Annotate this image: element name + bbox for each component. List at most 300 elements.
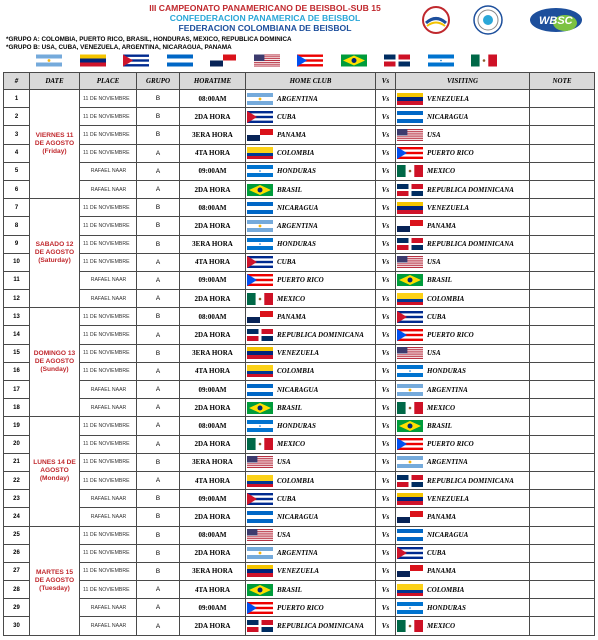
visiting-club-name: MEXICO bbox=[427, 403, 456, 412]
game-place: 11 DE NOVIEMBRE bbox=[80, 90, 137, 108]
visiting-club bbox=[396, 90, 530, 108]
versus-label: Vs bbox=[376, 199, 396, 217]
home-club bbox=[246, 399, 376, 417]
versus-label: Vs bbox=[376, 508, 396, 526]
home-club bbox=[246, 490, 376, 508]
home-club-name: COLOMBIA bbox=[277, 367, 315, 376]
game-note bbox=[530, 617, 595, 635]
game-number: 25 bbox=[4, 526, 30, 544]
flag-puerto-rico-icon bbox=[247, 602, 273, 614]
visiting-club bbox=[396, 471, 530, 489]
game-group: B bbox=[137, 235, 180, 253]
table-row bbox=[4, 180, 595, 198]
visiting-club bbox=[396, 362, 530, 380]
versus-label: Vs bbox=[376, 544, 396, 562]
home-club bbox=[246, 290, 376, 308]
game-group: A bbox=[137, 617, 180, 635]
versus-label: Vs bbox=[376, 344, 396, 362]
game-note bbox=[530, 217, 595, 235]
flag-puerto-rico-icon bbox=[247, 274, 273, 286]
col-home-club: HOME CLUB bbox=[246, 73, 376, 90]
home-club-name: PUERTO RICO bbox=[277, 603, 324, 612]
game-note bbox=[530, 362, 595, 380]
visiting-club-name: CUBA bbox=[427, 549, 447, 558]
game-note bbox=[530, 108, 595, 126]
flag-venezuela-icon bbox=[397, 93, 423, 105]
visiting-club bbox=[396, 381, 530, 399]
visiting-club-name: REPUBLICA DOMINICANA bbox=[427, 185, 514, 194]
table-row bbox=[4, 108, 595, 126]
game-group: A bbox=[137, 253, 180, 271]
versus-label: Vs bbox=[376, 271, 396, 289]
table-row bbox=[4, 544, 595, 562]
game-number: 23 bbox=[4, 490, 30, 508]
flag-argentina-icon bbox=[36, 53, 62, 68]
versus-label: Vs bbox=[376, 381, 396, 399]
table-row bbox=[4, 617, 595, 635]
flag-colombia-icon bbox=[247, 475, 273, 487]
flag-argentina-icon bbox=[247, 220, 273, 232]
home-club bbox=[246, 144, 376, 162]
table-row bbox=[4, 362, 595, 380]
game-number: 26 bbox=[4, 544, 30, 562]
game-place: 11 DE NOVIEMBRE bbox=[80, 326, 137, 344]
home-club-name: ARGENTINA bbox=[277, 221, 318, 230]
flag-brasil-icon bbox=[247, 184, 273, 196]
table-row bbox=[4, 417, 595, 435]
game-place: RAFAEL NAAR bbox=[80, 180, 137, 198]
game-number: 3 bbox=[4, 126, 30, 144]
col-visiting: VISITING bbox=[396, 73, 530, 90]
game-date: SABADO 12 DE AGOSTO (Saturday) bbox=[30, 199, 80, 308]
federation-title: FEDERACION COLOMBIANA DE BEISBOL bbox=[178, 23, 352, 33]
flag-venezuela-icon bbox=[397, 202, 423, 214]
flag-usa-icon bbox=[247, 529, 273, 541]
visiting-club-name: USA bbox=[427, 349, 441, 358]
visiting-club bbox=[396, 344, 530, 362]
flag-venezuela-icon bbox=[247, 565, 273, 577]
game-note bbox=[530, 253, 595, 271]
game-time: 3ERA HORA bbox=[180, 344, 246, 362]
visiting-club-name: REPUBLICA DOMINICANA bbox=[427, 240, 514, 249]
col-place: PLACE bbox=[80, 73, 137, 90]
flag-mexico-icon bbox=[397, 165, 423, 177]
home-club bbox=[246, 599, 376, 617]
home-club bbox=[246, 417, 376, 435]
game-time: 2DA HORA bbox=[180, 508, 246, 526]
game-place: RAFAEL NAAR bbox=[80, 381, 137, 399]
game-number: 13 bbox=[4, 308, 30, 326]
visiting-club bbox=[396, 126, 530, 144]
game-place: RAFAEL NAAR bbox=[80, 490, 137, 508]
home-club bbox=[246, 253, 376, 271]
game-note bbox=[530, 90, 595, 108]
visiting-club bbox=[396, 235, 530, 253]
game-time: 2DA HORA bbox=[180, 180, 246, 198]
home-club-name: PANAMA bbox=[277, 312, 307, 321]
versus-label: Vs bbox=[376, 617, 396, 635]
flag-panama-icon bbox=[397, 511, 423, 523]
game-group: A bbox=[137, 271, 180, 289]
flag-puerto-rico-icon bbox=[397, 438, 423, 450]
game-place: 11 DE NOVIEMBRE bbox=[80, 526, 137, 544]
visiting-club-name: USA bbox=[427, 258, 441, 267]
visiting-club-name: BRASIL bbox=[427, 421, 452, 430]
versus-label: Vs bbox=[376, 562, 396, 580]
game-number: 21 bbox=[4, 453, 30, 471]
table-row bbox=[4, 435, 595, 453]
visiting-club-name: VENEZUELA bbox=[427, 203, 470, 212]
game-group: A bbox=[137, 162, 180, 180]
flag-nicaragua-icon bbox=[247, 202, 273, 214]
home-club-name: HONDURAS bbox=[277, 421, 316, 430]
game-place: 11 DE NOVIEMBRE bbox=[80, 253, 137, 271]
visiting-club-name: BRASIL bbox=[427, 276, 452, 285]
game-time: 09:00AM bbox=[180, 162, 246, 180]
versus-label: Vs bbox=[376, 453, 396, 471]
home-club-name: MEXICO bbox=[277, 294, 306, 303]
game-group: A bbox=[137, 399, 180, 417]
visiting-club-name: USA bbox=[427, 130, 441, 139]
wbsc-logo bbox=[528, 6, 584, 34]
flag-honduras-icon bbox=[247, 238, 273, 250]
game-place: 11 DE NOVIEMBRE bbox=[80, 144, 137, 162]
game-group: A bbox=[137, 144, 180, 162]
versus-label: Vs bbox=[376, 326, 396, 344]
home-club bbox=[246, 471, 376, 489]
home-club-name: COLOMBIA bbox=[277, 149, 315, 158]
visiting-club bbox=[396, 290, 530, 308]
table-row bbox=[4, 162, 595, 180]
flag-panama-icon bbox=[397, 220, 423, 232]
home-club-name: ARGENTINA bbox=[277, 94, 318, 103]
table-row bbox=[4, 453, 595, 471]
table-row bbox=[4, 581, 595, 599]
game-group: A bbox=[137, 180, 180, 198]
game-note bbox=[530, 344, 595, 362]
flag-dominicana-icon bbox=[397, 184, 423, 196]
col-vs: Vs bbox=[376, 73, 396, 90]
visiting-club bbox=[396, 526, 530, 544]
flag-nicaragua-icon bbox=[397, 111, 423, 123]
visiting-club bbox=[396, 417, 530, 435]
game-note bbox=[530, 471, 595, 489]
game-number: 18 bbox=[4, 399, 30, 417]
flag-cuba-icon bbox=[247, 111, 273, 123]
flag-nicaragua-icon bbox=[397, 529, 423, 541]
visiting-club bbox=[396, 453, 530, 471]
game-place: 11 DE NOVIEMBRE bbox=[80, 435, 137, 453]
game-number: 24 bbox=[4, 508, 30, 526]
home-club bbox=[246, 617, 376, 635]
visiting-club bbox=[396, 399, 530, 417]
game-note bbox=[530, 435, 595, 453]
game-number: 20 bbox=[4, 435, 30, 453]
game-note bbox=[530, 508, 595, 526]
visiting-club-name: MEXICO bbox=[427, 622, 456, 631]
flag-mexico-icon bbox=[471, 53, 497, 68]
game-time: 08:00AM bbox=[180, 526, 246, 544]
game-number: 7 bbox=[4, 199, 30, 217]
table-row bbox=[4, 253, 595, 271]
game-note bbox=[530, 381, 595, 399]
flag-panama-icon bbox=[397, 565, 423, 577]
game-place: 11 DE NOVIEMBRE bbox=[80, 344, 137, 362]
game-group: A bbox=[137, 599, 180, 617]
versus-label: Vs bbox=[376, 308, 396, 326]
flag-brasil-icon bbox=[247, 402, 273, 414]
flag-honduras-icon bbox=[397, 365, 423, 377]
visiting-club bbox=[396, 562, 530, 580]
game-number: 16 bbox=[4, 362, 30, 380]
visiting-club-name: COLOMBIA bbox=[427, 585, 465, 594]
table-row bbox=[4, 144, 595, 162]
game-time: 2DA HORA bbox=[180, 435, 246, 453]
game-number: 19 bbox=[4, 417, 30, 435]
flag-brasil-icon bbox=[397, 420, 423, 432]
home-club-name: COLOMBIA bbox=[277, 476, 315, 485]
schedule-header bbox=[0, 0, 598, 72]
home-club bbox=[246, 108, 376, 126]
group-a-list: *GRUPO A: COLOMBIA, PUERTO RICO, BRASIL, HONDURAS, MEXICO, REPUBLICA DOMINICA bbox=[6, 36, 292, 43]
game-group: B bbox=[137, 526, 180, 544]
flag-puerto-rico-icon bbox=[397, 147, 423, 159]
table-row bbox=[4, 381, 595, 399]
visiting-club-name: REPUBLICA DOMINICANA bbox=[427, 476, 514, 485]
game-time: 09:00AM bbox=[180, 271, 246, 289]
game-note bbox=[530, 290, 595, 308]
home-club bbox=[246, 435, 376, 453]
flag-argentina-icon bbox=[247, 547, 273, 559]
versus-label: Vs bbox=[376, 162, 396, 180]
game-note bbox=[530, 526, 595, 544]
game-place: 11 DE NOVIEMBRE bbox=[80, 235, 137, 253]
visiting-club-name: PANAMA bbox=[427, 567, 457, 576]
visiting-club bbox=[396, 271, 530, 289]
versus-label: Vs bbox=[376, 526, 396, 544]
visiting-club bbox=[396, 435, 530, 453]
game-place: 11 DE NOVIEMBRE bbox=[80, 199, 137, 217]
game-place: RAFAEL NAAR bbox=[80, 271, 137, 289]
game-place: 11 DE NOVIEMBRE bbox=[80, 362, 137, 380]
home-club-name: VENEZUELA bbox=[277, 349, 320, 358]
versus-label: Vs bbox=[376, 490, 396, 508]
flag-usa-icon bbox=[397, 129, 423, 141]
table-row bbox=[4, 326, 595, 344]
visiting-club-name: VENEZUELA bbox=[427, 94, 470, 103]
flag-brasil-icon bbox=[397, 274, 423, 286]
game-time: 2DA HORA bbox=[180, 544, 246, 562]
versus-label: Vs bbox=[376, 435, 396, 453]
flag-venezuela-icon bbox=[247, 347, 273, 359]
visiting-club-name: NICARAGUA bbox=[427, 531, 469, 540]
game-number: 11 bbox=[4, 271, 30, 289]
game-group: A bbox=[137, 326, 180, 344]
col-number: # bbox=[4, 73, 30, 90]
home-club bbox=[246, 180, 376, 198]
flag-colombia-icon bbox=[247, 147, 273, 159]
col-note: NOTE bbox=[530, 73, 595, 90]
game-number: 27 bbox=[4, 562, 30, 580]
versus-label: Vs bbox=[376, 417, 396, 435]
game-group: B bbox=[137, 453, 180, 471]
visiting-club bbox=[396, 162, 530, 180]
game-number: 22 bbox=[4, 471, 30, 489]
game-group: B bbox=[137, 108, 180, 126]
flag-usa-icon bbox=[254, 53, 280, 68]
game-time: 08:00AM bbox=[180, 90, 246, 108]
home-club bbox=[246, 235, 376, 253]
flag-cuba-icon bbox=[247, 493, 273, 505]
flag-panama-icon bbox=[247, 311, 273, 323]
versus-label: Vs bbox=[376, 108, 396, 126]
home-club-name: PUERTO RICO bbox=[277, 276, 324, 285]
home-club bbox=[246, 381, 376, 399]
game-place: 11 DE NOVIEMBRE bbox=[80, 308, 137, 326]
versus-label: Vs bbox=[376, 399, 396, 417]
versus-label: Vs bbox=[376, 180, 396, 198]
table-row bbox=[4, 490, 595, 508]
game-time: 08:00AM bbox=[180, 308, 246, 326]
visiting-club-name: PANAMA bbox=[427, 512, 457, 521]
game-number: 29 bbox=[4, 599, 30, 617]
visiting-club bbox=[396, 581, 530, 599]
flag-mexico-icon bbox=[397, 402, 423, 414]
game-number: 14 bbox=[4, 326, 30, 344]
game-note bbox=[530, 562, 595, 580]
flag-honduras-icon bbox=[397, 602, 423, 614]
home-club-name: REPUBLICA DOMINICANA bbox=[277, 331, 364, 340]
home-club-name: ARGENTINA bbox=[277, 549, 318, 558]
game-number: 10 bbox=[4, 253, 30, 271]
game-group: B bbox=[137, 126, 180, 144]
home-club-name: USA bbox=[277, 458, 291, 467]
versus-label: Vs bbox=[376, 581, 396, 599]
game-time: 4TA HORA bbox=[180, 253, 246, 271]
game-number: 9 bbox=[4, 235, 30, 253]
game-note bbox=[530, 544, 595, 562]
game-number: 6 bbox=[4, 180, 30, 198]
flag-venezuela-icon bbox=[80, 53, 106, 68]
visiting-club bbox=[396, 508, 530, 526]
home-club bbox=[246, 362, 376, 380]
game-number: 5 bbox=[4, 162, 30, 180]
tournament-title: III CAMPEONATO PANAMERICANO DE BEISBOL-SUB 15 bbox=[149, 3, 381, 13]
table-row bbox=[4, 90, 595, 108]
game-date: DOMINGO 13 DE AGOSTO (Sunday) bbox=[30, 308, 80, 417]
home-club bbox=[246, 581, 376, 599]
game-place: RAFAEL NAAR bbox=[80, 508, 137, 526]
flag-brasil-icon bbox=[341, 53, 367, 68]
flag-venezuela-icon bbox=[397, 493, 423, 505]
game-group: A bbox=[137, 471, 180, 489]
visiting-club-name: COLOMBIA bbox=[427, 294, 465, 303]
visiting-club-name: HONDURAS bbox=[427, 367, 466, 376]
versus-label: Vs bbox=[376, 362, 396, 380]
flag-dominicana-icon bbox=[384, 53, 410, 68]
game-place: RAFAEL NAAR bbox=[80, 399, 137, 417]
game-note bbox=[530, 417, 595, 435]
flag-mexico-icon bbox=[247, 438, 273, 450]
home-club-name: NICARAGUA bbox=[277, 203, 319, 212]
flag-usa-icon bbox=[247, 456, 273, 468]
game-place: 11 DE NOVIEMBRE bbox=[80, 544, 137, 562]
versus-label: Vs bbox=[376, 126, 396, 144]
home-club bbox=[246, 544, 376, 562]
versus-label: Vs bbox=[376, 217, 396, 235]
flag-cuba-icon bbox=[397, 547, 423, 559]
visiting-club-name: VENEZUELA bbox=[427, 494, 470, 503]
game-number: 1 bbox=[4, 90, 30, 108]
game-place: 11 DE NOVIEMBRE bbox=[80, 108, 137, 126]
game-group: A bbox=[137, 362, 180, 380]
table-row bbox=[4, 217, 595, 235]
flag-nicaragua-icon bbox=[247, 511, 273, 523]
game-place: RAFAEL NAAR bbox=[80, 617, 137, 635]
table-row bbox=[4, 290, 595, 308]
table-row bbox=[4, 344, 595, 362]
home-club bbox=[246, 308, 376, 326]
home-club-name: HONDURAS bbox=[277, 167, 316, 176]
home-club-name: BRASIL bbox=[277, 585, 302, 594]
visiting-club bbox=[396, 144, 530, 162]
game-place: 11 DE NOVIEMBRE bbox=[80, 453, 137, 471]
visiting-club-name: PUERTO RICO bbox=[427, 440, 474, 449]
game-group: B bbox=[137, 344, 180, 362]
visiting-club-name: ARGENTINA bbox=[427, 385, 468, 394]
game-group: B bbox=[137, 199, 180, 217]
flag-puerto-rico-icon bbox=[297, 53, 323, 68]
flag-panama-icon bbox=[247, 129, 273, 141]
game-group: A bbox=[137, 290, 180, 308]
game-time: 4TA HORA bbox=[180, 581, 246, 599]
confederation-title: CONFEDERACION PANAMERICA DE BEISBOL bbox=[169, 13, 361, 23]
visiting-club-name: ARGENTINA bbox=[427, 458, 468, 467]
game-place: 11 DE NOVIEMBRE bbox=[80, 581, 137, 599]
visiting-club bbox=[396, 199, 530, 217]
game-time: 2DA HORA bbox=[180, 290, 246, 308]
table-row bbox=[4, 235, 595, 253]
game-time: 09:00AM bbox=[180, 599, 246, 617]
game-group: B bbox=[137, 217, 180, 235]
game-note bbox=[530, 126, 595, 144]
home-club bbox=[246, 162, 376, 180]
game-place: 11 DE NOVIEMBRE bbox=[80, 471, 137, 489]
home-club-name: CUBA bbox=[277, 494, 297, 503]
flag-usa-icon bbox=[397, 256, 423, 268]
visiting-club-name: HONDURAS bbox=[427, 603, 466, 612]
table-row bbox=[4, 126, 595, 144]
home-club bbox=[246, 508, 376, 526]
col-group: GRUPO bbox=[137, 73, 180, 90]
game-note bbox=[530, 326, 595, 344]
visiting-club bbox=[396, 326, 530, 344]
table-row bbox=[4, 271, 595, 289]
flag-nicaragua-icon bbox=[167, 53, 193, 68]
home-club-name: NICARAGUA bbox=[277, 385, 319, 394]
home-club-name: HONDURAS bbox=[277, 240, 316, 249]
flag-honduras-icon bbox=[428, 53, 454, 68]
game-note bbox=[530, 453, 595, 471]
col-date: DATE bbox=[30, 73, 80, 90]
home-club bbox=[246, 90, 376, 108]
game-time: 08:00AM bbox=[180, 199, 246, 217]
visiting-club-name: PUERTO RICO bbox=[427, 149, 474, 158]
flag-honduras-icon bbox=[247, 165, 273, 177]
game-number: 4 bbox=[4, 144, 30, 162]
game-note bbox=[530, 199, 595, 217]
game-place: RAFAEL NAAR bbox=[80, 599, 137, 617]
